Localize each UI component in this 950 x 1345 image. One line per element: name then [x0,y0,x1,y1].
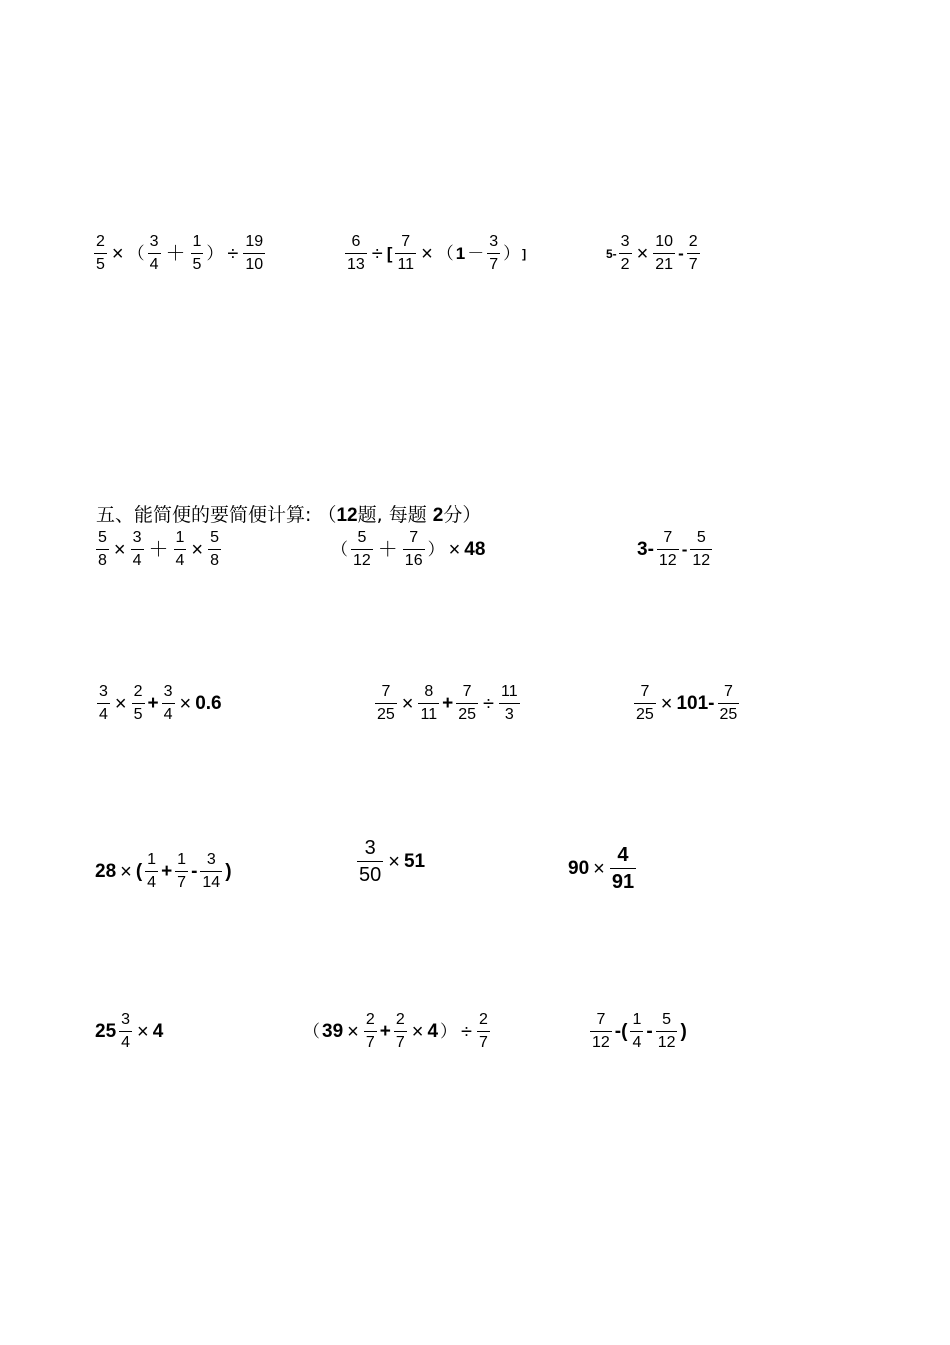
fraction: $\frac{2}{7}$ [479,1011,488,1051]
times-sign: × [388,850,400,873]
fraction: 1 4 [147,851,157,891]
times-sign: × [347,1020,359,1043]
expression-3 [606,234,702,273]
expression-1 [92,234,267,273]
times-sign: × [401,692,414,715]
fraction: $\frac{5}{8}$ [210,529,219,569]
fraction: $\frac{7}{25}$ [458,683,476,723]
minus-sign: - [191,861,198,882]
fraction: $\frac{10}{21}$ [655,233,674,273]
times-sign: × [660,692,673,715]
fraction: $\frac{3}{4}$ [99,683,108,723]
number: 51 [403,851,426,872]
fraction: 7 12 [592,1011,610,1051]
minus-sign: － [467,244,485,263]
lead-term: -( [614,1021,628,1042]
paren-open: ( [135,861,143,882]
number: 39 [322,1021,344,1042]
expression-12 [567,845,638,892]
fraction: $\frac{11}{3}$ [500,683,518,723]
fraction: $\frac{1}{7}$ [177,851,187,891]
fraction: $\frac{7}{25}$ [377,683,395,723]
bracket-open: [ [386,244,393,263]
fraction: 3 4 [149,233,159,273]
expression-4 [94,530,223,569]
fraction: $\frac{2}{7}$ [365,1011,375,1051]
lead-term: 5- [606,246,617,261]
times-sign: × [636,242,649,265]
paren-open: （ [127,244,145,263]
number: 90 [568,858,590,879]
fraction: $\frac{2}{5}$ [96,233,105,273]
expression-11 [355,838,426,885]
expression-2 [343,234,527,273]
section-heading: 五、能简便的要简便计算: （12题, 每题 2分） [96,504,482,526]
number: 101- [676,693,715,714]
fraction: $\frac{3}{2}$ [620,233,630,273]
paren-open: （ [303,1022,320,1041]
plus-sign: + [161,861,173,882]
expression-10 [94,852,233,891]
paren-close: ) [680,1021,687,1042]
fraction: $\frac{5}{8}$ [98,529,107,569]
divide-sign: ÷ [371,242,383,265]
minus-sign: - [646,1021,653,1042]
paren-close: ） [503,244,521,263]
fraction: $\frac{3}{50}$ [359,837,382,886]
minus-sign: - [678,244,684,263]
fraction: 7 25 [719,683,738,723]
paren-close: ） [427,540,445,559]
plus-sign: + [379,1021,391,1042]
fraction: 2 7 [688,233,698,273]
number: 48 [464,539,486,560]
fraction: 1 5 [192,233,202,273]
fraction: 7 16 [404,529,423,569]
plus-sign: ＋ [148,538,169,561]
expression-14 [302,1012,492,1051]
fraction: $\frac{7}{25}$ [636,683,654,723]
times-sign: × [114,692,127,715]
number: 0.6 [195,693,222,714]
number: 4 [152,1021,164,1042]
paren-close: ） [440,1022,458,1041]
expression-15 [588,1012,688,1051]
fraction: $\frac{4}{91}$ [611,844,635,893]
number: 4 [427,1021,439,1042]
times-sign: × [137,1020,149,1043]
times-sign: × [421,242,433,265]
fraction: 3 7 [489,233,499,273]
number: 28 [95,861,117,882]
times-sign: × [411,1020,424,1043]
paren-open: （ [436,244,454,263]
plus-sign: ＋ [165,242,186,265]
times-sign: × [120,860,132,883]
expression-9 [632,684,741,723]
fraction: $\frac{3}{4}$ [121,1011,131,1051]
fraction: $\frac{3}{4}$ [163,683,173,723]
expression-7 [95,684,223,723]
times-sign: × [111,242,124,265]
times-sign: × [191,538,204,561]
plus-sign: ＋ [377,538,398,561]
divide-sign: ÷ [483,692,494,715]
paren-open: （ [331,540,348,559]
expression-6 [636,530,714,569]
fraction: $\frac{19}{10}$ [245,233,264,273]
fraction: $\frac{6}{13}$ [347,233,365,273]
fraction: $\frac{3}{4}$ [132,529,142,569]
plus-sign: + [147,693,159,714]
paren-close: ) [225,861,232,882]
fraction: 5 12 [353,529,371,569]
divide-sign: ÷ [227,242,239,265]
bracket-close: ] [522,246,527,261]
paren-close: ） [206,244,224,263]
fraction: 1 4 [632,1011,642,1051]
fraction: $\frac{8}{11}$ [420,683,438,723]
number: 1 [455,244,466,263]
fraction: 3 14 [202,851,221,891]
times-sign: × [179,692,192,715]
divide-sign: ÷ [461,1020,472,1043]
fraction: $\frac{7}{11}$ [397,233,415,273]
times-sign: × [113,538,126,561]
fraction: $\frac{2}{5}$ [133,683,143,723]
expression-5 [330,530,486,569]
whole-number: 25 [95,1021,117,1042]
fraction: 7 12 [658,529,677,569]
lead-term: 3- [637,539,654,560]
fraction: $\frac{2}{7}$ [395,1011,405,1051]
expression-8 [373,684,522,723]
fraction: 5 12 [657,1011,676,1051]
minus-sign: - [681,540,688,559]
plus-sign: + [442,693,454,714]
fraction: 5 12 [692,529,711,569]
expression-13 [94,1012,164,1051]
times-sign: × [593,857,605,880]
times-sign: × [448,538,461,561]
fraction: $\frac{1}{4}$ [175,529,185,569]
